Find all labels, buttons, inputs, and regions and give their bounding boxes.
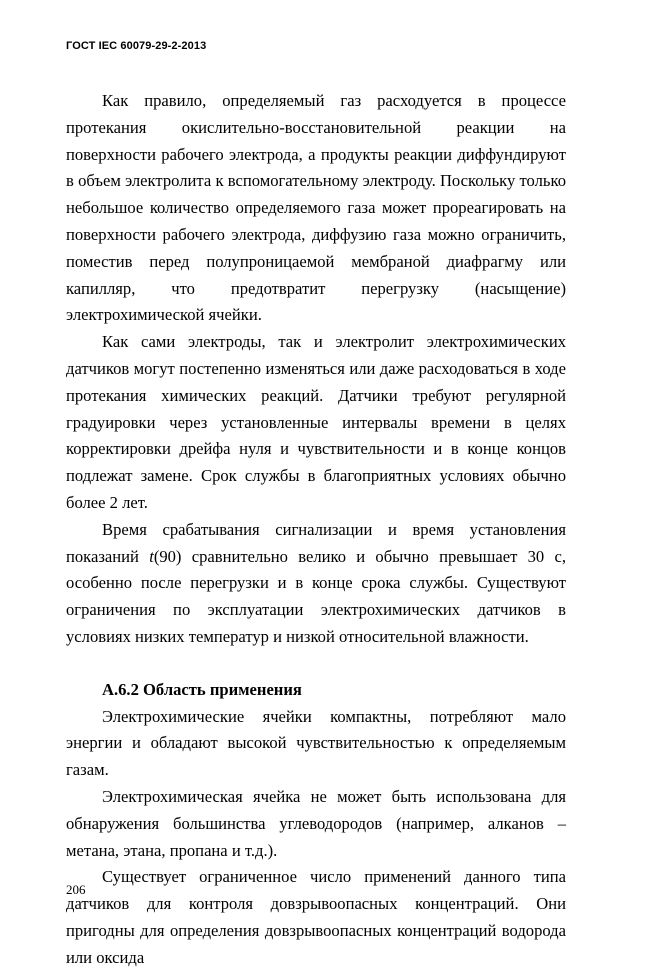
- paragraph-electrode-degradation: Как сами электроды, так и электролит электрохимических датчиков могут постепенно изменяться или даже расходоваться в ходе протекания химических реакций. Датчики требуют регулярной градуировки через установленные интервалы времени в целях корректировки дрейфа нуля и чувствительности и в конце концов подлежат замене. Срок службы в благоприятных условиях обычно более 2 лет.: [66, 332, 566, 512]
- response-time-text-before: Время срабатывания сигнализации и время установления показаний: [66, 519, 566, 566]
- paragraph-response-time: [66, 517, 566, 651]
- paragraph-hydrocarbons: Электрохимическая ячейка не может быть использована для обнаружения большинства углеводородов (например, алканов – метана, этана, пропана и т.д.).: [66, 786, 566, 860]
- paragraph-compact-cells: Электрохимические ячейки компактны, потребляют мало энергии и обладают высокой чувствительностью к определяемым газам.: [66, 706, 566, 780]
- response-time-variable: t: [149, 546, 154, 566]
- section-heading-application: А.6.2 Область применения: [102, 679, 302, 699]
- body-text: [66, 88, 566, 972]
- paragraph-gas-consumption: Как правило, определяемый газ расходуется в процессе протекания окислительно-восстановительной реакции на поверхности рабочего электрода, а продукты реакции диффундируют в объем электролита к вспомогательному электроду. Поскольку только небольшое количество определяемого газа может прореагировать на поверхности рабочего электрода, диффузию газа можно ограничить, поместив перед полупроницаемой мембраной диафрагму или капилляр, что предотвратит перегрузку (насыщение) электрохимической ячейки.: [66, 91, 566, 325]
- page-number: 206: [66, 882, 86, 897]
- standard-header: ГОСТ IEC 60079-29-2-2013: [66, 40, 207, 52]
- response-time-text-after: (90) сравнительно велико и обычно превышает 30 с, особенно после перегрузки и в конце срока службы. Существуют ограничения по эксплуатации электрохимических датчиков в условиях низких температур и низкой относительной влажности.: [66, 546, 567, 646]
- paragraph-limited-applications: Существует ограниченное число применений данного типа датчиков для контроля довзрывоопасных концентраций. Они пригодны для определения довзрывоопасных концентраций водорода или оксида: [66, 867, 566, 967]
